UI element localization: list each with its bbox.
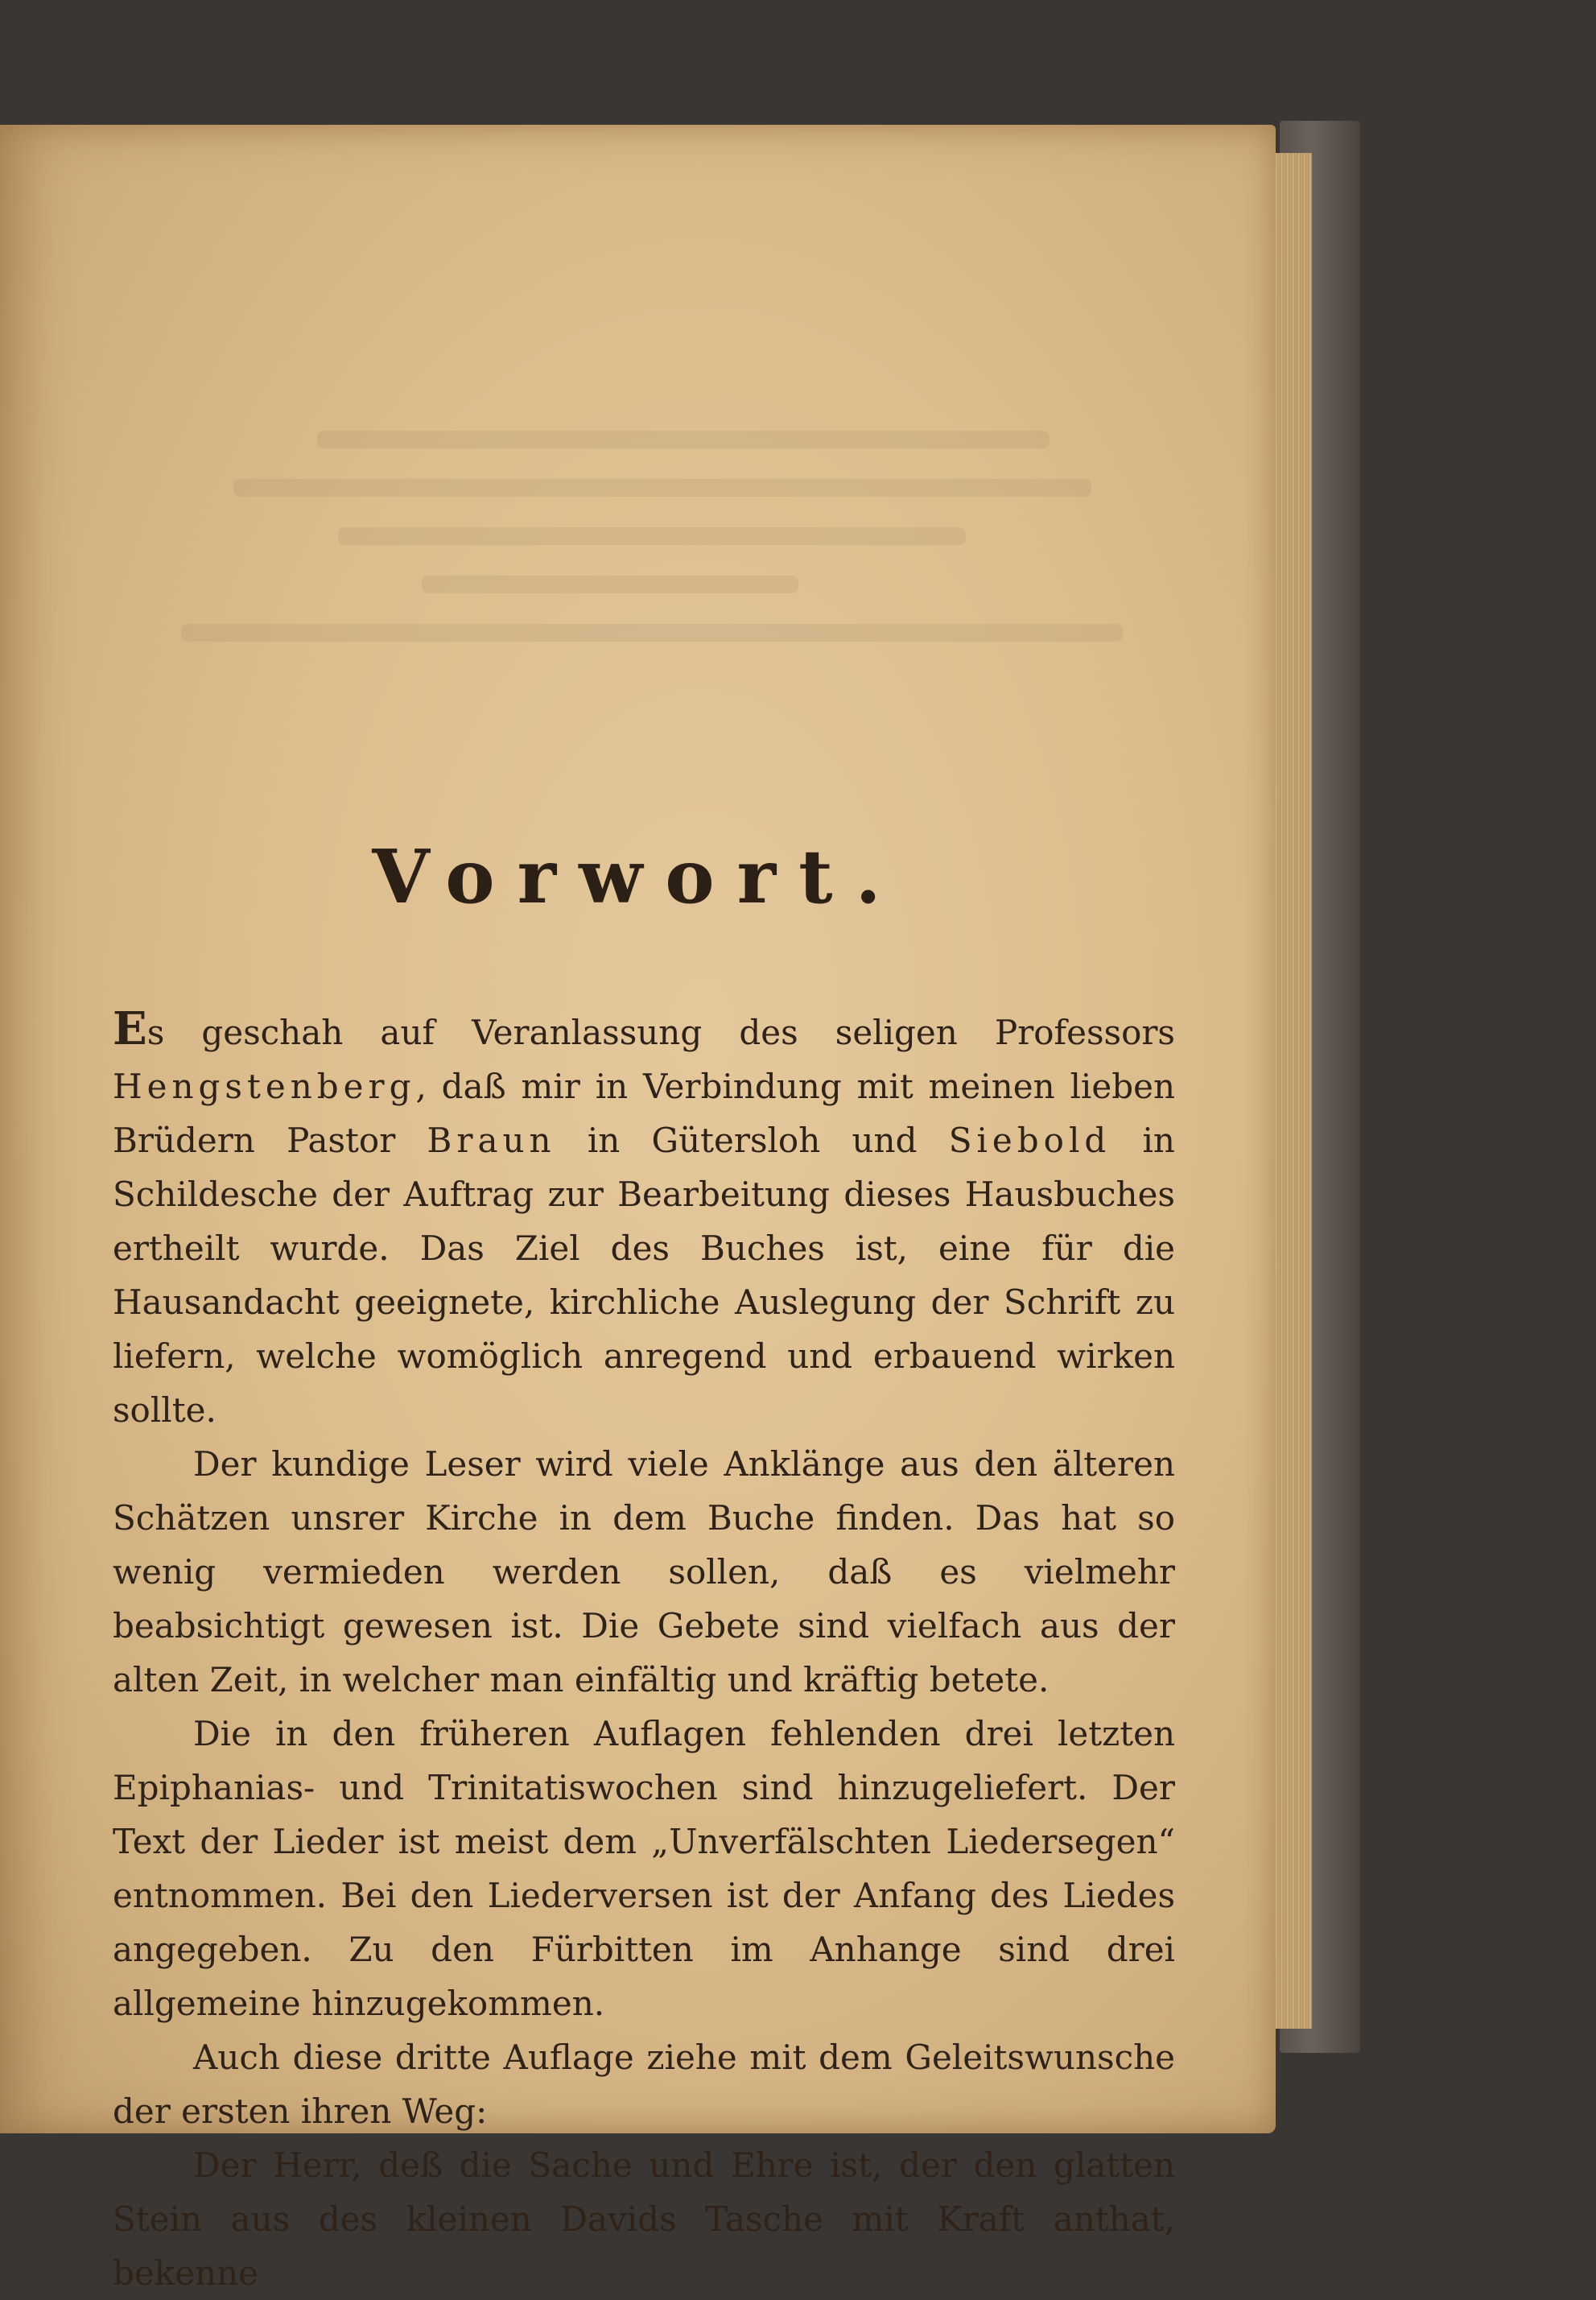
paragraph-5: Der Herr, deß die Sache und Ehre ist, der den glatten Stein aus des kleinen Davids Tasche mit Kraft anthat, bekenne: [113, 2145, 1175, 2293]
name-hengstenberg: Hengstenberg: [113, 1067, 416, 1106]
paragraph-1-part-7: in Schildesche der Auftrag zur Bearbeitung dieses Hausbuches ertheilt wurde. Das Ziel des Buches ist, eine für die Hausandacht geeignete, kirchliche Auslegung der Schrift zu liefern, welche womöglich anregend und erbauend wirken sollte.: [113, 1121, 1175, 1430]
paragraph-4: Auch diese dritte Auflage ziehe mit dem Geleitswunsche der ersten ihren Weg:: [113, 2038, 1175, 2131]
name-braun: Braun: [427, 1121, 556, 1160]
body-text: [113, 1002, 1175, 2300]
name-siebold: Siebold: [948, 1121, 1111, 1160]
paragraph-1-part-5: in Gütersloh und: [555, 1121, 949, 1160]
paragraph-2: Der kundige Leser wird viele Anklänge aus den älteren Schätzen unsrer Kirche in dem Buche finden. Das hat so wenig vermieden werden sollen, daß es vielmehr beabsichtigt gewesen ist. Die Gebete sind vielfach aus der alten Zeit, in welcher man einfältig und kräftig betete.: [113, 1444, 1175, 1699]
bleed-through-text: [129, 431, 1175, 817]
paragraph-3: Die in den früheren Auflagen fehlenden drei letzten Epiphanias- und Trinitatiswochen sind hinzugeliefert. Der Text der Lieder ist meist dem „Unverfälschten Liedersegen“ entnommen. Bei den Liederversen ist der Anfang des Liedes angegeben. Zu den Fürbitten im Anhange sind drei allgemeine hinzugekommen.: [113, 1714, 1175, 2023]
paragraph-1-part-1: s geschah auf Veranlassung des seligen Professors: [146, 1013, 1175, 1052]
book-page: [0, 125, 1276, 2293]
paragraph-1: [113, 1002, 1175, 1437]
initial-letter: E: [113, 1002, 147, 1055]
paragraph-1-part-3: , daß mir in Verbindung mit meinen lieben Brüdern Pastor: [113, 1067, 1175, 1160]
page-title: Vorwort.: [372, 833, 904, 920]
